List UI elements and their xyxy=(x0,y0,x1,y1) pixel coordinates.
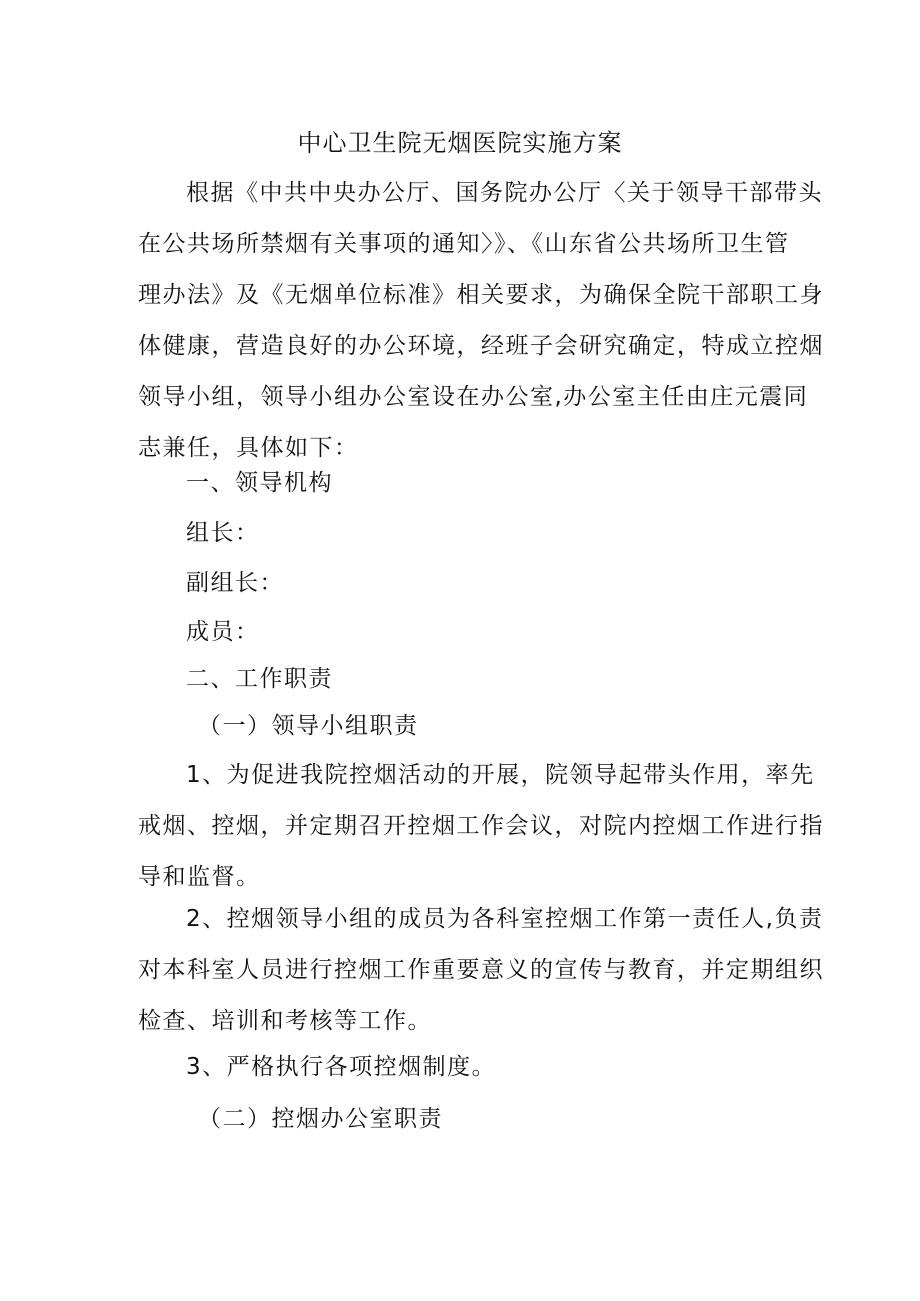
duty-line: 1、为促进我院控烟活动的开展，院领导起带头作用，率先 xyxy=(186,762,815,788)
duty-item-2 xyxy=(138,894,824,1047)
section-heading-leadership: 一、领导机构 xyxy=(186,470,333,496)
intro-line: 领导小组，领导小组办公室设在办公室,办公室主任由庄元震同 xyxy=(138,384,809,410)
intro-line: 根据《中共中央办公厅、国务院办公厅〈关于领导干部带头 xyxy=(186,180,823,206)
duty-line: 2、控烟领导小组的成员为各科室控烟工作第一责任人,负责 xyxy=(186,906,824,932)
duty-item-3: 3、严格执行各项控烟制度。 xyxy=(186,1054,497,1080)
intro-line: 在公共场所禁烟有关事项的通知〉》、《山东省公共场所卫生管 xyxy=(138,231,790,257)
members-label: 成员： xyxy=(186,619,260,645)
duty-line: 检查、培训和考核等工作。 xyxy=(138,1008,432,1034)
document-title: 中心卫生院无烟医院实施方案 xyxy=(297,129,623,157)
duty-item-1 xyxy=(138,750,824,903)
leader-label: 组长： xyxy=(186,520,260,546)
deputy-leader-label: 副组长： xyxy=(186,570,284,596)
subsection-heading-group-duties: （一）领导小组职责 xyxy=(198,713,419,739)
duty-line: 戒烟、控烟，并定期召开控烟工作会议，对院内控烟工作进行指 xyxy=(138,813,824,839)
intro-line: 理办法》及《无烟单位标准》相关要求，为确保全院干部职工身 xyxy=(138,282,824,308)
duty-line: 对本科室人员进行控烟工作重要意义的宣传与教育，并定期组织 xyxy=(138,957,824,983)
intro-line: 志兼任，具体如下： xyxy=(138,435,359,461)
subsection-heading-office-duties: （二）控烟办公室职责 xyxy=(198,1106,443,1132)
section-heading-duties: 二、工作职责 xyxy=(186,666,333,692)
intro-paragraph xyxy=(138,168,824,474)
duty-line: 导和监督。 xyxy=(138,864,261,890)
intro-line: 体健康，营造良好的办公环境，经班子会研究确定，特成立控烟 xyxy=(138,333,824,359)
